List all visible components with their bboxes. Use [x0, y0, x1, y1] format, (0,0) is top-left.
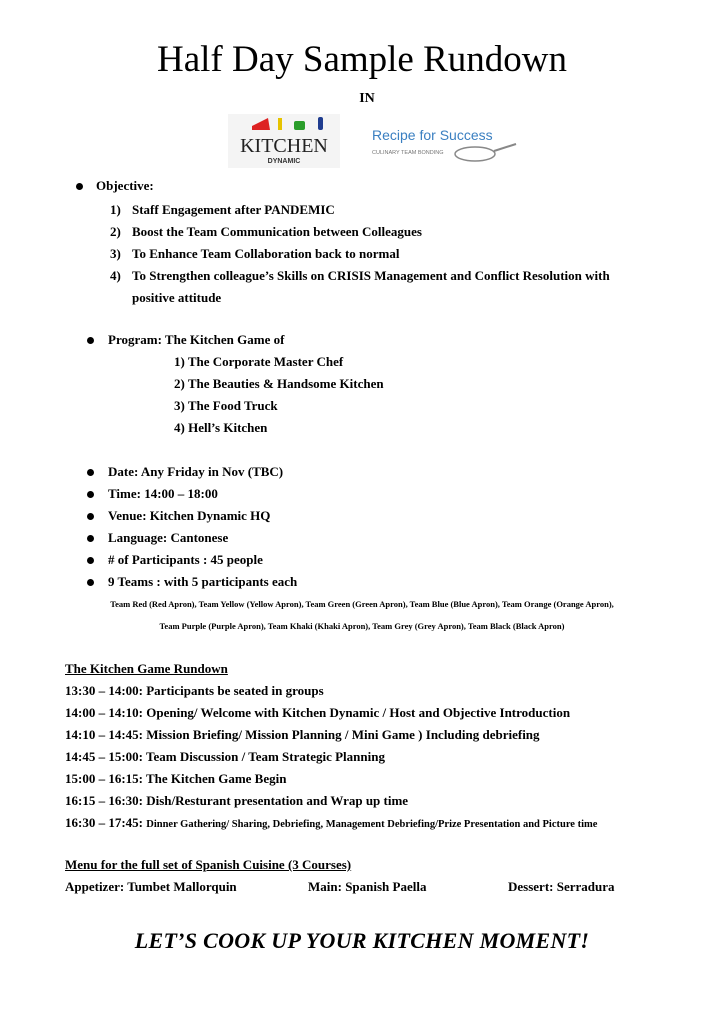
rundown-item: 14:00 – 14:10: Opening/ Welcome with Kitchen Dynamic / Host and Objective Introduction — [65, 705, 571, 720]
detail-venue: Venue: Kitchen Dynamic HQ — [108, 508, 271, 523]
program-heading: Program: The Kitchen Game of — [108, 332, 285, 347]
item-text: To Enhance Team Collaboration back to normal — [132, 246, 400, 261]
objective-continuation: positive attitude — [132, 290, 222, 305]
bullet-icon — [87, 469, 94, 476]
rundown-item: 13:30 – 14:00: Participants be seated in groups — [65, 683, 324, 698]
program-item: 4) Hell’s Kitchen — [174, 420, 268, 435]
bullet-icon — [87, 337, 94, 344]
recipe-for-success-logo — [370, 124, 518, 168]
menu-heading: Menu for the full set of Spanish Cuisine (3 Courses) — [65, 857, 352, 872]
rundown-item: 14:10 – 14:45: Mission Briefing/ Mission Planning / Mini Game ) Including debriefing — [65, 727, 540, 742]
detail-participants: # of Participants : 45 people — [108, 552, 263, 567]
item-text: Staff Engagement after PANDEMIC — [132, 202, 335, 217]
detail-teams: 9 Teams : with 5 participants each — [108, 574, 298, 589]
item-text: To Strengthen colleague’s Skills on CRISIS Management and Conflict Resolution with — [132, 268, 610, 283]
menu-dessert: Dessert: Serradura — [508, 879, 615, 894]
detail-date: Date: Any Friday in Nov (TBC) — [108, 464, 284, 479]
svg-text:DYNAMIC: DYNAMIC — [267, 158, 301, 165]
program-item: 2) The Beauties & Handsome Kitchen — [174, 376, 384, 391]
page-title: Half Day Sample Rundown — [156, 39, 568, 80]
program-item: 3) The Food Truck — [174, 398, 278, 413]
rundown-item: 16:15 – 16:30: Dish/Resturant presentation and Wrap up time — [65, 793, 409, 808]
bullet-icon — [87, 491, 94, 498]
detail-language: Language: Cantonese — [108, 530, 229, 545]
svg-text:CULINARY TEAM BONDING: CULINARY TEAM BONDING — [372, 150, 444, 156]
svg-text:KITCHEN: KITCHEN — [240, 135, 328, 157]
bullet-icon — [87, 535, 94, 542]
objective-heading: Objective: — [96, 178, 154, 193]
bullet-icon — [87, 557, 94, 564]
program-item: 1) The Corporate Master Chef — [174, 354, 344, 369]
item-number: 3) — [110, 246, 121, 261]
rundown-last-text: Dinner Gathering/ Sharing, Debriefing, Management Debriefing/Prize Presentation and Picture time — [146, 819, 598, 830]
item-number: 1) — [110, 202, 121, 217]
teams-list-line-2: Team Purple (Purple Apron), Team Khaki (Khaki Apron), Team Grey (Grey Apron), Team Black (Black Apron) — [159, 621, 565, 631]
teams-list-line-1: Team Red (Red Apron), Team Yellow (Yellow Apron), Team Green (Green Apron), Team Blue (Blue Apron), Team Orange (Orange Apron), — [110, 599, 614, 609]
rundown-item: 14:45 – 15:00: Team Discussion / Team Strategic Planning — [65, 749, 385, 764]
rundown-item: 15:00 – 16:15: The Kitchen Game Begin — [65, 771, 287, 786]
rundown-item-last — [65, 815, 597, 831]
bullet-icon — [87, 513, 94, 520]
detail-time: Time: 14:00 – 18:00 — [108, 486, 218, 501]
menu-appetizer: Appetizer: Tumbet Mallorquin — [65, 879, 237, 894]
rundown-last-time: 16:30 – 17:45: — [65, 815, 143, 830]
menu-main: Main: Spanish Paella — [308, 879, 427, 894]
item-text: Boost the Team Communication between Colleagues — [132, 224, 422, 239]
bullet-icon — [87, 579, 94, 586]
kitchen-dynamic-logo — [228, 114, 340, 168]
svg-text:Recipe for Success: Recipe for Success — [372, 127, 493, 143]
in-label: IN — [359, 91, 375, 106]
bullet-icon — [76, 183, 83, 190]
slogan: LET’S COOK UP YOUR KITCHEN MOMENT! — [134, 928, 590, 953]
item-number: 4) — [110, 268, 121, 283]
item-number: 2) — [110, 224, 121, 239]
rundown-heading: The Kitchen Game Rundown — [65, 661, 228, 676]
